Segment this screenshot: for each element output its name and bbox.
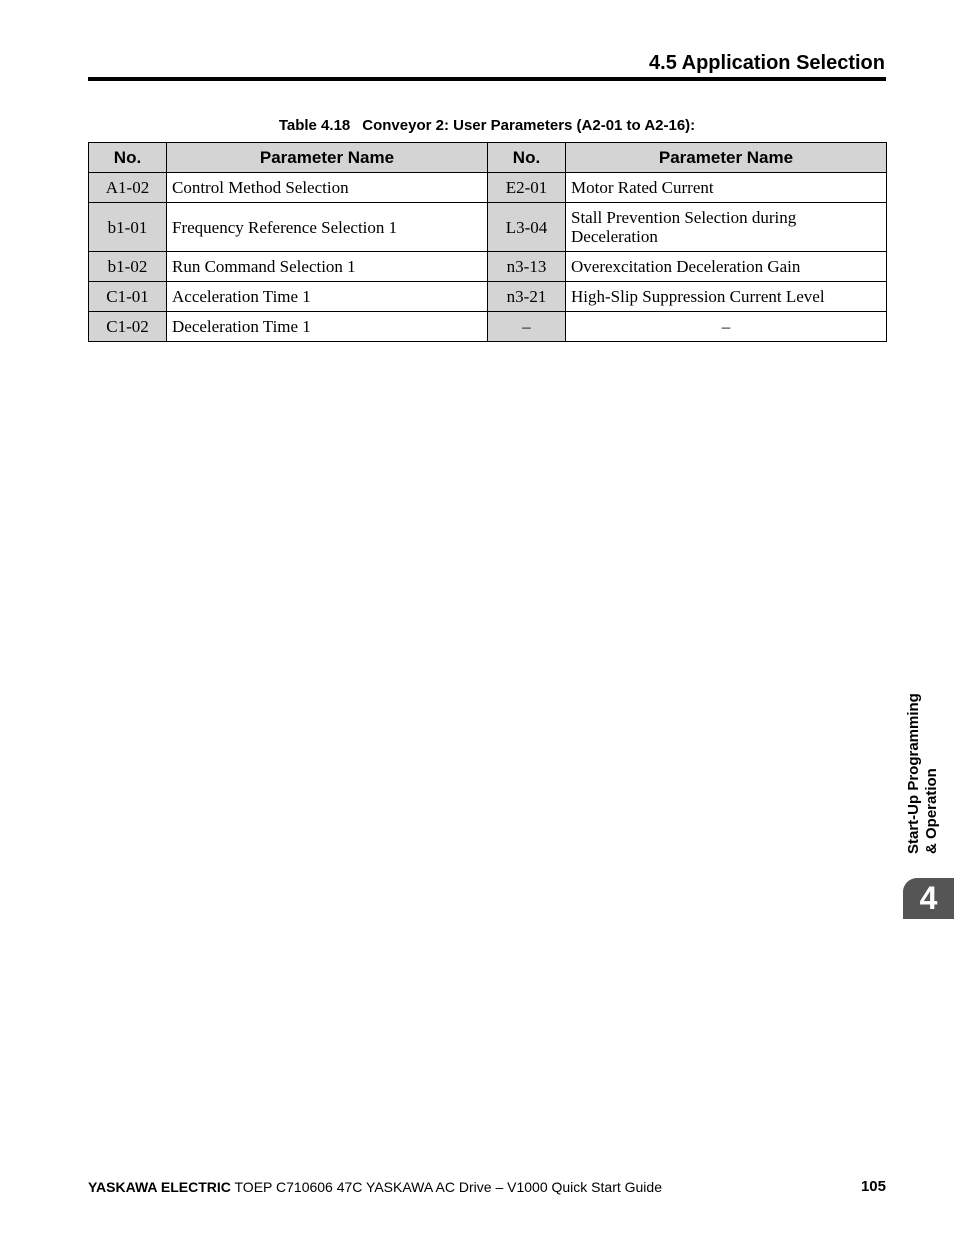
param-name: Overexcitation Deceleration Gain — [566, 252, 887, 282]
param-name: Acceleration Time 1 — [167, 282, 488, 312]
table-row — [89, 312, 887, 342]
param-name: Control Method Selection — [167, 173, 488, 203]
header-parameter-name-2: Parameter Name — [566, 143, 887, 173]
table-row — [89, 282, 887, 312]
chapter-side-label — [905, 658, 945, 854]
table-caption-number: Table 4.18 — [278, 117, 351, 134]
param-no: L3-04 — [488, 203, 566, 252]
footer — [88, 1179, 662, 1196]
param-no: b1-01 — [89, 203, 167, 252]
table-row — [89, 252, 887, 282]
param-name: Deceleration Time 1 — [167, 312, 488, 342]
param-no: E2-01 — [488, 173, 566, 203]
param-no: C1-01 — [89, 282, 167, 312]
footer-text: TOEP C710606 47C YASKAWA AC Drive – V1000 Quick Start Guide — [230, 1179, 662, 1195]
param-name: Frequency Reference Selection 1 — [167, 203, 488, 252]
param-no: A1-02 — [89, 173, 167, 203]
chapter-tab: 4 — [903, 878, 954, 919]
param-no: C1-02 — [89, 312, 167, 342]
param-no: – — [488, 312, 566, 342]
section-title: 4.5 Application Selection — [649, 52, 885, 74]
chapter-side-label-line-1: Start-Up Programming — [905, 693, 922, 854]
page-number: 105 — [860, 1178, 886, 1195]
header-rule — [88, 77, 886, 81]
param-name: Motor Rated Current — [566, 173, 887, 203]
param-name-line-2: Deceleration — [571, 227, 658, 246]
param-no: n3-13 — [488, 252, 566, 282]
param-no: b1-02 — [89, 252, 167, 282]
table-caption — [88, 117, 886, 135]
table-header-row — [89, 143, 887, 173]
param-no: n3-21 — [488, 282, 566, 312]
param-name: – — [566, 312, 887, 342]
table-caption-text: Conveyor 2: User Parameters (A2-01 to A2-16): — [362, 117, 696, 134]
table-row — [89, 173, 887, 203]
param-name: Run Command Selection 1 — [167, 252, 488, 282]
param-name — [566, 203, 887, 252]
param-name: High-Slip Suppression Current Level — [566, 282, 887, 312]
header-no-1: No. — [89, 143, 167, 173]
param-name-line-1: Stall Prevention Selection during — [571, 208, 797, 227]
parameter-table — [88, 142, 887, 342]
chapter-side-label-line-2: & Operation — [923, 768, 940, 854]
header-no-2: No. — [488, 143, 566, 173]
table-row — [89, 203, 887, 252]
footer-brand: YASKAWA ELECTRIC — [88, 1179, 231, 1195]
header-parameter-name-1: Parameter Name — [167, 143, 488, 173]
